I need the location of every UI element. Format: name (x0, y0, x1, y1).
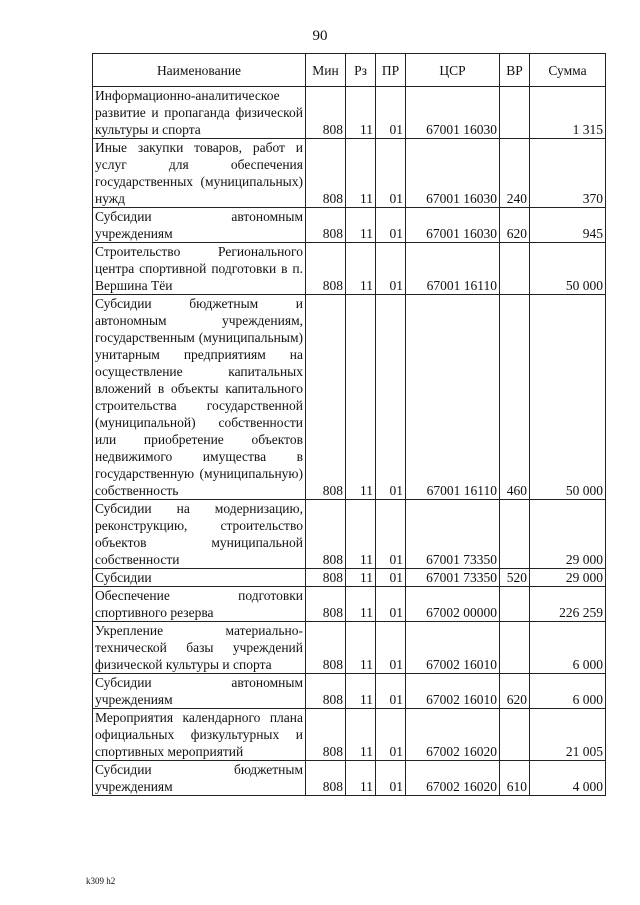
cell-pr: 01 (376, 87, 406, 139)
cell-vr: 520 (500, 569, 530, 587)
header-vr: ВР (500, 54, 530, 87)
cell-csr: 67002 16010 (406, 674, 500, 709)
table-row (93, 139, 606, 208)
header-min: Мин (306, 54, 346, 87)
cell-rz: 11 (346, 674, 376, 709)
cell-min: 808 (306, 761, 346, 796)
cell-sum: 226 259 (530, 587, 606, 622)
page-number: 90 (312, 28, 328, 44)
header-sum: Сумма (530, 54, 606, 87)
cell-sum: 6 000 (530, 674, 606, 709)
cell-csr: 67001 16110 (406, 243, 500, 295)
cell-rz: 11 (346, 622, 376, 674)
cell-min: 808 (306, 500, 346, 569)
cell-vr: 620 (500, 208, 530, 243)
cell-sum: 50 000 (530, 295, 606, 500)
cell-name: Субсидии автономным учреждениям (93, 674, 306, 709)
cell-vr (500, 243, 530, 295)
cell-pr: 01 (376, 208, 406, 243)
cell-sum: 4 000 (530, 761, 606, 796)
cell-rz: 11 (346, 500, 376, 569)
cell-rz: 11 (346, 139, 376, 208)
cell-sum: 6 000 (530, 622, 606, 674)
cell-pr: 01 (376, 139, 406, 208)
header-name: Наименование (93, 54, 306, 87)
header-csr: ЦСР (406, 54, 500, 87)
cell-min: 808 (306, 139, 346, 208)
cell-min: 808 (306, 674, 346, 709)
cell-sum: 1 315 (530, 87, 606, 139)
cell-min: 808 (306, 208, 346, 243)
cell-vr (500, 500, 530, 569)
cell-name: Субсидии бюджетным и автономным учреждениям, государственным (муниципальным) унитарным предприятиям на осуществление капитальных вложений в объекты капитального строительства государственной (муниципальной) собственности или приобретение объектов недвижимого имущества в государственную (муниципальную) собственность (93, 295, 306, 500)
cell-min: 808 (306, 587, 346, 622)
table-header-row (93, 54, 606, 87)
cell-vr (500, 709, 530, 761)
cell-min: 808 (306, 87, 346, 139)
cell-name: Субсидии (93, 569, 306, 587)
cell-sum: 21 005 (530, 709, 606, 761)
table-row (93, 674, 606, 709)
table-row (93, 622, 606, 674)
table-row (93, 208, 606, 243)
cell-rz: 11 (346, 208, 376, 243)
cell-csr: 67002 00000 (406, 587, 500, 622)
cell-csr: 67002 16020 (406, 709, 500, 761)
cell-name: Информационно-аналитическое развитие и пропаганда физической культуры и спорта (93, 87, 306, 139)
cell-rz: 11 (346, 569, 376, 587)
cell-vr: 610 (500, 761, 530, 796)
cell-vr (500, 87, 530, 139)
budget-table (92, 53, 606, 796)
cell-min: 808 (306, 709, 346, 761)
cell-pr: 01 (376, 622, 406, 674)
cell-name: Субсидии бюджетным учреждениям (93, 761, 306, 796)
cell-csr: 67001 16030 (406, 208, 500, 243)
cell-vr: 620 (500, 674, 530, 709)
cell-csr: 67001 16110 (406, 295, 500, 500)
cell-vr: 240 (500, 139, 530, 208)
cell-sum: 370 (530, 139, 606, 208)
cell-sum: 29 000 (530, 569, 606, 587)
header-rz: Рз (346, 54, 376, 87)
cell-pr: 01 (376, 761, 406, 796)
footer-code: k309 h2 (86, 876, 116, 886)
cell-csr: 67001 16030 (406, 139, 500, 208)
cell-name: Обеспечение подготовки спортивного резерва (93, 587, 306, 622)
cell-csr: 67001 73350 (406, 569, 500, 587)
cell-min: 808 (306, 622, 346, 674)
cell-rz: 11 (346, 87, 376, 139)
cell-min: 808 (306, 569, 346, 587)
cell-min: 808 (306, 243, 346, 295)
cell-min: 808 (306, 295, 346, 500)
cell-sum: 945 (530, 208, 606, 243)
cell-name: Субсидии на модернизацию, реконструкцию, строительство объектов муниципальной собственности (93, 500, 306, 569)
cell-pr: 01 (376, 674, 406, 709)
table-row (93, 500, 606, 569)
cell-name: Мероприятия календарного плана официальных физкультурных и спортивных мероприятий (93, 709, 306, 761)
cell-pr: 01 (376, 500, 406, 569)
cell-pr: 01 (376, 569, 406, 587)
table-row (93, 295, 606, 500)
header-pr: ПР (376, 54, 406, 87)
table-row (93, 761, 606, 796)
table-row (93, 709, 606, 761)
cell-csr: 67001 16030 (406, 87, 500, 139)
cell-sum: 50 000 (530, 243, 606, 295)
cell-rz: 11 (346, 709, 376, 761)
cell-rz: 11 (346, 295, 376, 500)
cell-vr: 460 (500, 295, 530, 500)
cell-pr: 01 (376, 295, 406, 500)
cell-pr: 01 (376, 709, 406, 761)
cell-name: Строительство Регионального центра спортивной подготовки в п. Вершина Тёи (93, 243, 306, 295)
cell-vr (500, 587, 530, 622)
table-row (93, 87, 606, 139)
cell-csr: 67001 73350 (406, 500, 500, 569)
cell-pr: 01 (376, 243, 406, 295)
cell-rz: 11 (346, 243, 376, 295)
cell-rz: 11 (346, 587, 376, 622)
cell-vr (500, 622, 530, 674)
table-row (93, 569, 606, 587)
cell-csr: 67002 16010 (406, 622, 500, 674)
cell-sum: 29 000 (530, 500, 606, 569)
cell-pr: 01 (376, 587, 406, 622)
table-row (93, 243, 606, 295)
cell-name: Иные закупки товаров, работ и услуг для обеспечения государственных (муниципальных) нужд (93, 139, 306, 208)
cell-csr: 67002 16020 (406, 761, 500, 796)
cell-rz: 11 (346, 761, 376, 796)
table-row (93, 587, 606, 622)
cell-name: Укрепление материально-технической базы учреждений физической культуры и спорта (93, 622, 306, 674)
cell-name: Субсидии автономным учреждениям (93, 208, 306, 243)
